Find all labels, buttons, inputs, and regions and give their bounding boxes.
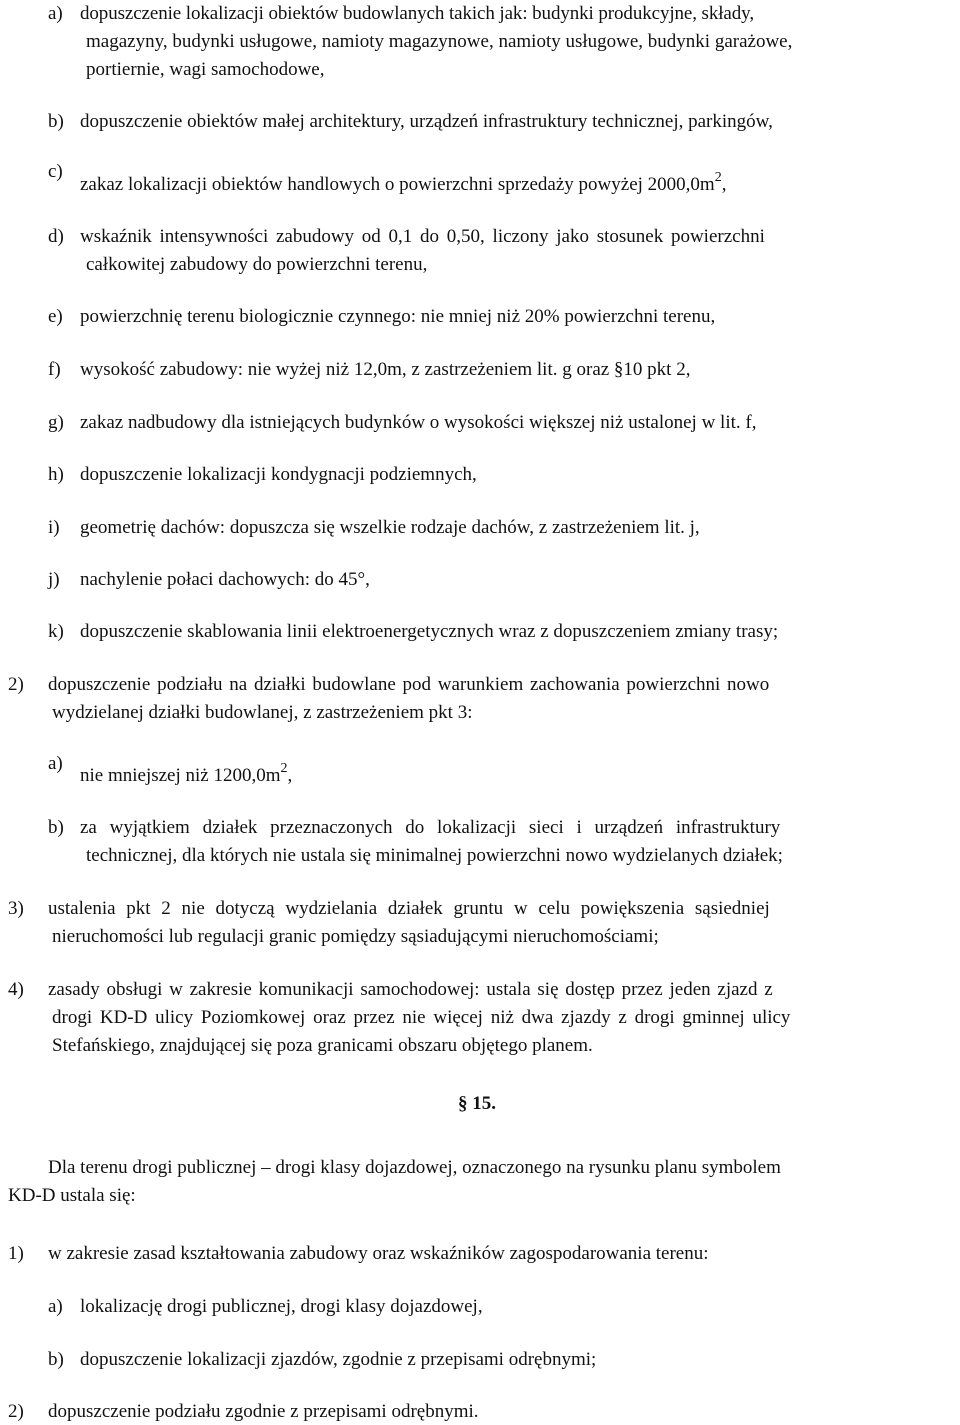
superscript: 2 — [714, 170, 722, 185]
item-label: b) — [48, 111, 64, 132]
item-label: a) — [48, 753, 63, 774]
intro-text: KD-D ustala się: — [8, 1185, 136, 1206]
point-text: w zakresie zasad kształtowania zabudowy oraz wskaźników zagospodarowania terenu: — [48, 1243, 709, 1264]
point-text: dopuszczenie podziału zgodnie z przepisami odrębnymi. — [48, 1401, 479, 1422]
item-label: a) — [48, 3, 63, 24]
item-label: k) — [48, 621, 64, 642]
item-text: portiernie, wagi samochodowe, — [86, 59, 325, 80]
point-text: zasady obsługi w zakresie komunikacji samochodowej: ustala się dostęp przez jeden zjazd z — [48, 979, 773, 1000]
item-text: dopuszczenie lokalizacji kondygnacji podziemnych, — [80, 464, 477, 485]
item-text: dopuszczenie lokalizacji zjazdów, zgodnie z przepisami odrębnymi; — [80, 1349, 597, 1370]
point-label: 4) — [8, 979, 24, 1000]
item-text: całkowitej zabudowy do powierzchni terenu, — [86, 254, 428, 275]
item-text: za wyjątkiem działek przeznaczonych do lokalizacji sieci i urządzeń infrastruktury — [80, 817, 781, 838]
superscript: 2 — [280, 761, 288, 776]
item-text: dopuszczenie obiektów małej architektury, urządzeń infrastruktury technicznej, parkingów, — [80, 111, 773, 132]
item-label: h) — [48, 464, 64, 485]
item-text: lokalizację drogi publicznej, drogi klasy dojazdowej, — [80, 1296, 483, 1317]
item-text: zakaz lokalizacji obiektów handlowych o powierzchni sprzedaży powyżej $2000,0m^2$, — [80, 170, 727, 195]
item-label: i) — [48, 517, 60, 538]
item-text: wysokość zabudowy: nie wyżej niż 12,0m, z zastrzeżeniem lit. g oraz §10 pkt 2, — [80, 359, 691, 380]
point-label: 1) — [8, 1243, 24, 1264]
point-label: 3) — [8, 898, 24, 919]
point-text: dopuszczenie podziału na działki budowlane pod warunkiem zachowania powierzchni nowo — [48, 674, 770, 695]
point-text: Stefańskiego, znajdującej się poza granicami obszaru objętego planem. — [52, 1035, 593, 1056]
item-label: f) — [48, 359, 61, 380]
item-label: b) — [48, 1349, 64, 1370]
item-text: nachylenie połaci dachowych: do 45°, — [80, 569, 370, 590]
item-text: dopuszczenie lokalizacji obiektów budowlanych takich jak: budynki produkcyjne, składy, — [80, 3, 754, 24]
item-text: geometrię dachów: dopuszcza się wszelkie rodzaje dachów, z zastrzeżeniem lit. j, — [80, 517, 700, 538]
item-label: d) — [48, 226, 64, 247]
item-label: g) — [48, 412, 64, 433]
item-label: c) — [48, 161, 63, 182]
item-text: magazyny, budynki usługowe, namioty magazynowe, namioty usługowe, budynki garażowe, — [86, 31, 793, 52]
item-label: j) — [48, 569, 60, 590]
item-label: a) — [48, 1296, 63, 1317]
section-heading: § 15. — [458, 1093, 496, 1114]
item-text: dopuszczenie skablowania linii elektroenergetycznych wraz z dopuszczeniem zmiany trasy; — [80, 621, 779, 642]
point-label: 2) — [8, 674, 24, 695]
point-text: wydzielanej działki budowlanej, z zastrzeżeniem pkt 3: — [52, 702, 473, 723]
point-text: ustalenia pkt 2 nie dotyczą wydzielania działek gruntu w celu powiększenia sąsiedniej — [48, 898, 770, 919]
item-text: technicznej, dla których nie ustala się minimalnej powierzchni nowo wydzielanych działek; — [86, 845, 783, 866]
point-text: drogi KD-D ulicy Poziomkowej oraz przez nie więcej niż dwa zjazdy z drogi gminnej ulicy — [52, 1007, 791, 1028]
intro-text: Dla terenu drogi publicznej – drogi klasy dojazdowej, oznaczonego na rysunku planu symbolem — [48, 1157, 781, 1178]
point-label: 2) — [8, 1401, 24, 1422]
point-text: nieruchomości lub regulacji granic pomiędzy sąsiadującymi nieruchomościami; — [52, 926, 659, 947]
item-text: wskaźnik intensywności zabudowy od 0,1 do 0,50, liczony jako stosunek powierzchni — [80, 226, 765, 247]
item-label: b) — [48, 817, 64, 838]
item-text: zakaz nadbudowy dla istniejących budynków o wysokości większej niż ustalonej w lit. f, — [80, 412, 757, 433]
item-text: nie mniejszej niż $1200,0m^2$, — [80, 761, 293, 786]
item-text: powierzchnię terenu biologicznie czynnego: nie mniej niż 20% powierzchni terenu, — [80, 306, 716, 327]
item-label: e) — [48, 306, 63, 327]
